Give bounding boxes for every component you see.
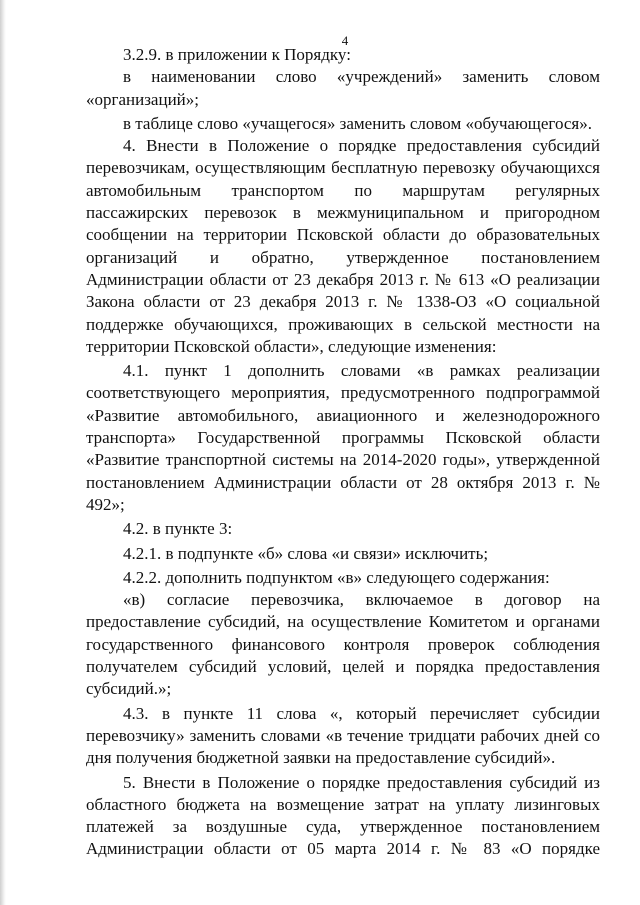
page-number: 4: [341, 33, 349, 48]
scan-edge-shadow: [0, 0, 6, 905]
paragraph-4-2: 4.2. в пункте 3:: [123, 519, 233, 539]
paragraph-naming-change: в наименовании слово «учреждений» заменить словом «организаций»;: [86, 67, 600, 109]
paragraph-4: 4. Внести в Положение о порядке предоставления субсидий перевозчикам, осуществляющим бесплатную перевозку обучающихся автомобильным транспортом по маршрутам регулярных пассажирских перевозок в межмуниципальном и пригородном сообщении на территории Псковской области до образовательных организаций и обратно, утвержденное постановлением Администрации области от 23 декабря 2013 г. № 613 «О реализации Закона области от 23 декабря 2013 г. № 1338-ОЗ «О социальной поддержке обучающихся, проживающих в сельской местности на территории Псковской области», следующие изменения:: [86, 136, 600, 356]
paragraph-3-2-9: 3.2.9. в приложении к Порядку:: [123, 45, 351, 64]
paragraph-4-2-1: 4.2.1. в подпункте «б» слова «и связи» исключить;: [123, 543, 489, 563]
paragraph-4-1: 4.1. пункт 1 дополнить словами «в рамках реализации соответствующего мероприятия, предусмотренного подпрограммой «Развитие автомобильного, авиационного и железнодорожного транспорта» Государственной программы Псковской области «Развитие транспортной системы на 2014-2020 годы», утвержденной постановлением Администрации области от 28 октября 2013 г. № 492»;: [86, 361, 600, 514]
paragraph-5: 5. Внести в Положение о порядке предоставления субсидий из областного бюджета на возмещение затрат на уплату лизинговых платежей за воздушные суда, утвержденное постановлением Администрации области от 05 марта 2014 г. № 83 «О порядке: [86, 772, 600, 859]
paragraph-quoted-item-v: «в) согласие перевозчика, включаемое в договор на предоставление субсидий, на осуществление Комитетом и органами государственного финансового контроля проверок соблюдения получателем субсидий условий, целей и порядка предоставления субсидий.»;: [86, 590, 600, 699]
paragraph-4-3: 4.3. в пункте 11 слова «, который перечисляет субсидии перевозчику» заменить словами «в течение тридцати рабочих дней со дня получения бюджетной заявки на предоставление субсидий».: [86, 703, 600, 768]
document-body: [86, 44, 600, 861]
paragraph-table-change: в таблице слово «учащегося» заменить словом «обучающегося».: [123, 113, 593, 133]
paragraph-4-2-2: 4.2.2. дополнить подпунктом «в» следующего содержания:: [123, 567, 550, 587]
